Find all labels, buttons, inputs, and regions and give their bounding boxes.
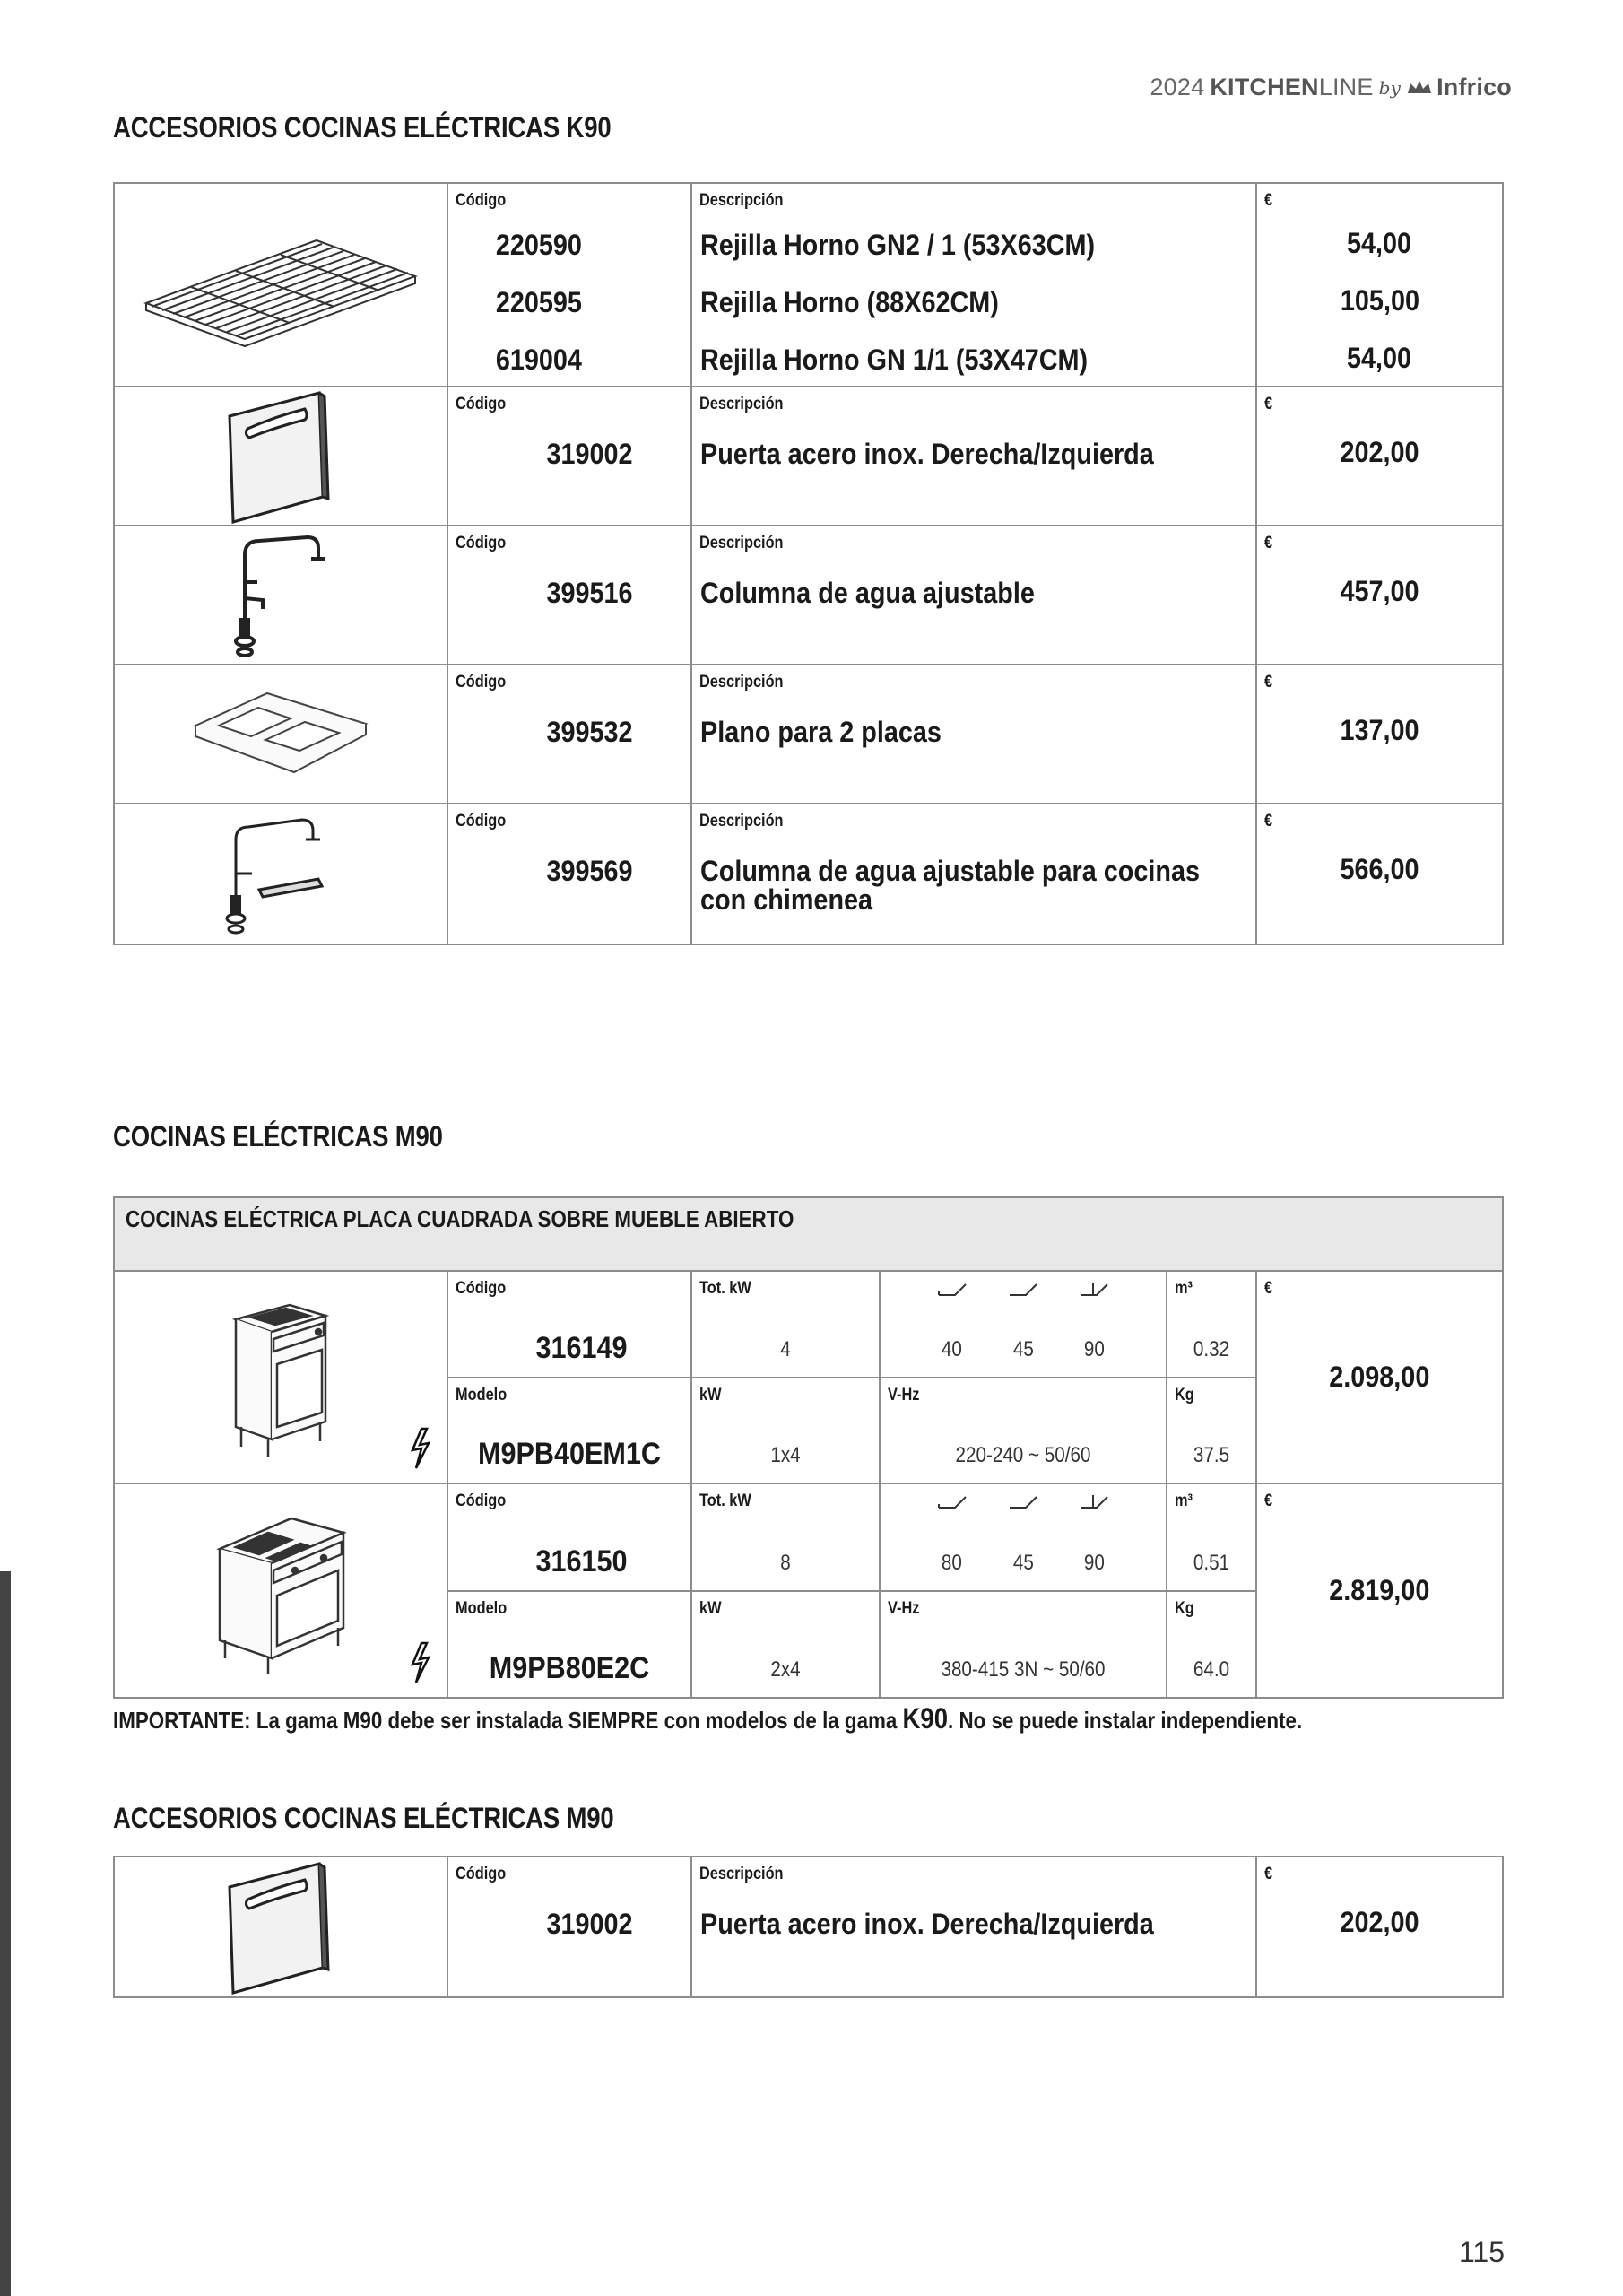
cooker-two-plate-image [115, 1484, 448, 1697]
weight-label: Kg [1175, 1385, 1194, 1405]
product-code: 220595 [495, 285, 582, 318]
price-label: € [1264, 1279, 1273, 1298]
total-kw-value: 4 [780, 1336, 791, 1361]
code-label: Código [456, 534, 507, 552]
model-value: M9PB80E2C [489, 1651, 650, 1685]
header-year: 2024 [1150, 74, 1205, 100]
code-label: Código [456, 191, 507, 210]
section-title-m90-accessories: ACCESORIOS COCINAS ELÉCTRICAS M90 [113, 1802, 614, 1834]
note-text: La gama M90 debe ser instalada SIEMPRE con modelos de la gama [250, 1707, 903, 1734]
table-row [115, 804, 1502, 944]
product-description: Rejilla Horno (88X62CM) [700, 285, 999, 318]
product-price: 105,00 [1340, 283, 1419, 317]
code-label: Código [456, 395, 507, 413]
width-dimension-icon [937, 1493, 968, 1509]
weight-value: 64.0 [1193, 1657, 1230, 1682]
dimension-width: 40 [942, 1336, 963, 1361]
price-label: € [1264, 534, 1273, 552]
note-end: . No se puede instalar independiente. [948, 1707, 1303, 1734]
header-brand [1150, 74, 1512, 101]
description-label: Descripción [699, 534, 784, 552]
product-price: 457,00 [1340, 575, 1419, 607]
width-dimension-icon [937, 1281, 968, 1297]
code-label: Código [456, 673, 507, 691]
m90-products-table [113, 1196, 1504, 1699]
note-highlight: K90 [902, 1702, 949, 1735]
product-description: Plano para 2 placas [700, 716, 942, 748]
table-row [115, 1484, 1502, 1697]
product-code: 319002 [546, 438, 633, 470]
depth-dimension-icon [1008, 1493, 1038, 1509]
kw-value: 2x4 [770, 1657, 801, 1682]
product-code: 316149 [535, 1330, 628, 1365]
model-value: M9PB40EM1C [477, 1437, 662, 1471]
description-label: Descripción [699, 673, 784, 691]
k90-accessories-table [113, 182, 1504, 945]
door-panel-image [115, 387, 448, 525]
side-tab-bar [0, 1571, 11, 2296]
product-price: 2.819,00 [1329, 1574, 1430, 1606]
kw-label: kW [699, 1598, 722, 1618]
model-label: Modelo [456, 1385, 508, 1405]
price-label: € [1264, 812, 1273, 831]
voltage-value: 380-415 3N ~ 50/60 [941, 1657, 1106, 1682]
important-note [113, 1702, 1302, 1735]
description-label: Descripción [699, 191, 784, 210]
price-label: € [1264, 1492, 1273, 1510]
product-code: 319002 [546, 1908, 633, 1940]
description-label: Descripción [699, 812, 784, 831]
plate-frame-image [115, 665, 448, 803]
product-code: 619004 [495, 343, 582, 376]
crown-icon [1406, 79, 1433, 97]
description-label: Descripción [699, 1865, 784, 1883]
volume-label: m³ [1175, 1492, 1193, 1510]
code-label: Código [456, 1492, 507, 1510]
table-row [115, 387, 1502, 526]
price-label: € [1264, 191, 1273, 210]
product-description: Puerta acero inox. Derecha/Izquierda [700, 438, 1154, 470]
m90-accessories-table [113, 1856, 1504, 1998]
header-by: by [1378, 76, 1402, 99]
product-description: Columna de agua ajustable para cocinas con chimenea [700, 855, 1200, 916]
dimension-depth: 45 [1012, 1550, 1034, 1575]
model-label: Modelo [456, 1598, 508, 1618]
header-kitchen: KITCHEN [1210, 74, 1319, 100]
height-dimension-icon [1079, 1493, 1109, 1509]
product-code: 399532 [546, 716, 633, 748]
product-price: 54,00 [1347, 341, 1412, 374]
electric-bolt-icon [409, 1641, 432, 1684]
product-code: 399516 [546, 577, 633, 609]
product-price: 137,00 [1340, 714, 1419, 746]
infrico-logo [1406, 74, 1512, 101]
section-title-k90-accessories: ACCESORIOS COCINAS ELÉCTRICAS K90 [113, 111, 612, 144]
total-kw-label: Tot. kW [699, 1279, 751, 1298]
total-kw-value: 8 [780, 1550, 791, 1575]
product-code: 220590 [495, 228, 582, 261]
product-description: Rejilla Horno GN 1/1 (53X47CM) [700, 343, 1089, 376]
price-label: € [1264, 673, 1273, 691]
table-row [115, 1272, 1502, 1484]
note-label: IMPORTANTE: [113, 1707, 251, 1734]
table-title: COCINAS ELÉCTRICA PLACA CUADRADA SOBRE MUEBLE ABIERTO [115, 1198, 1502, 1272]
code-label: Código [456, 1865, 507, 1883]
dimension-height: 90 [1083, 1336, 1105, 1361]
voltage-value: 220-240 ~ 50/60 [955, 1443, 1091, 1467]
total-kw-label: Tot. kW [699, 1492, 751, 1510]
dimension-height: 90 [1083, 1550, 1105, 1575]
price-label: € [1264, 1865, 1273, 1883]
dimension-width: 80 [942, 1550, 963, 1575]
header-brand-name: Infrico [1436, 74, 1512, 100]
volume-value: 0.51 [1193, 1550, 1230, 1575]
table-row [115, 526, 1502, 665]
weight-label: Kg [1175, 1598, 1194, 1618]
depth-dimension-icon [1008, 1281, 1038, 1297]
cooker-one-plate-image [115, 1272, 448, 1483]
voltage-label: V-Hz [888, 1598, 920, 1618]
header-line: LINE [1318, 74, 1374, 100]
code-label: Código [456, 1279, 507, 1298]
product-price: 54,00 [1347, 226, 1412, 259]
volume-label: m³ [1175, 1279, 1193, 1298]
voltage-label: V-Hz [888, 1385, 920, 1405]
oven-rack-image [115, 184, 448, 386]
product-price: 202,00 [1340, 436, 1419, 468]
product-description: Rejilla Horno GN2 / 1 (53X63CM) [700, 228, 1096, 261]
section-title-m90: COCINAS ELÉCTRICAS M90 [113, 1120, 443, 1152]
product-code: 316150 [535, 1544, 628, 1578]
height-dimension-icon [1079, 1281, 1109, 1297]
price-label: € [1264, 395, 1273, 413]
electric-bolt-icon [409, 1427, 432, 1470]
product-price: 566,00 [1340, 853, 1419, 885]
product-description: Puerta acero inox. Derecha/Izquierda [700, 1908, 1154, 1940]
code-label: Código [456, 812, 507, 831]
table-row [115, 665, 1502, 804]
product-code: 399569 [546, 855, 633, 887]
description-label: Descripción [699, 395, 784, 413]
table-row [115, 1857, 1502, 1996]
water-column-chimney-image [115, 804, 448, 944]
table-row [115, 184, 1502, 387]
product-description: Columna de agua ajustable [700, 577, 1035, 609]
product-price: 2.098,00 [1329, 1361, 1430, 1393]
weight-value: 37.5 [1193, 1443, 1230, 1467]
dimension-depth: 45 [1012, 1336, 1034, 1361]
water-column-image [115, 526, 448, 664]
product-price: 202,00 [1340, 1906, 1419, 1938]
kw-label: kW [699, 1385, 722, 1405]
door-panel-image [115, 1857, 448, 1996]
kw-value: 1x4 [770, 1443, 801, 1467]
page-number: 115 [1458, 2236, 1505, 2268]
volume-value: 0.32 [1193, 1336, 1230, 1361]
